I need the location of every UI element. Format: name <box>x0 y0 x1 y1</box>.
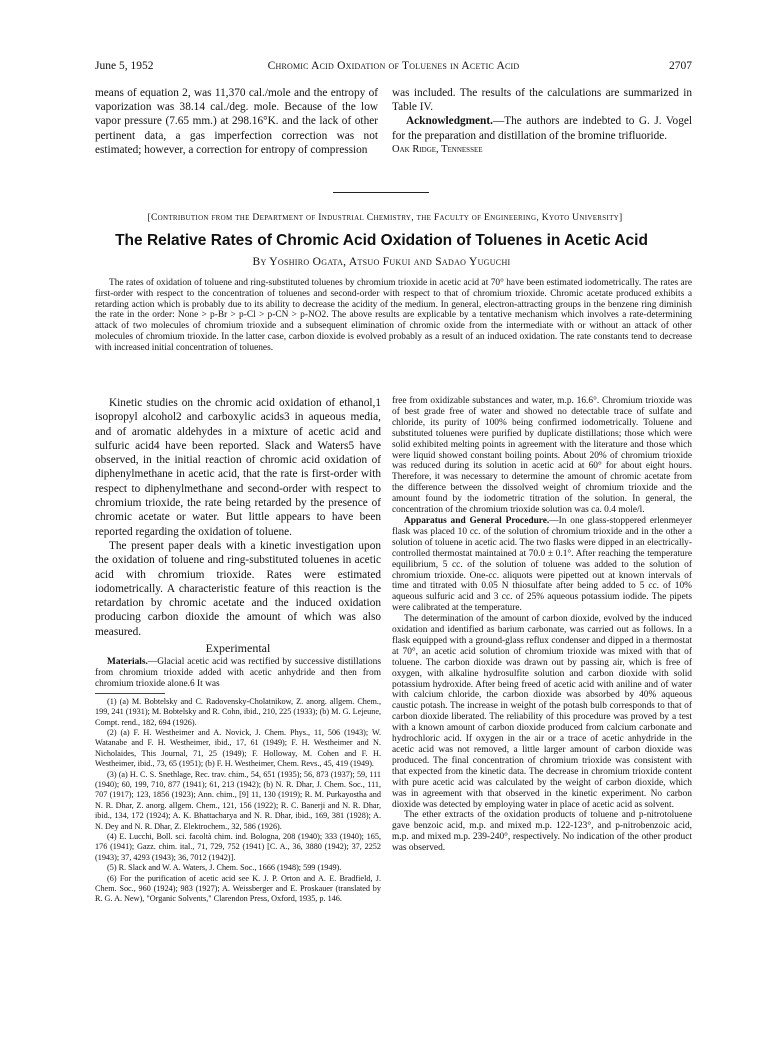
footnote-1: (1) (a) M. Bobtelsky and C. Radovensky-Cholatnikow, Z. anorg. allgem. Chem., 199, 241 (1931); M. Bobtelsky and R. Cohn, ibid., 210, 225 (1933); (b) M. G. Lejeune, Compt. rend., 182, 694 (1926). <box>95 696 381 727</box>
running-head <box>95 60 692 76</box>
article-title: The Relative Rates of Chromic Acid Oxidation of Toluenes in Acetic Acid <box>115 232 648 249</box>
materials-paragraph <box>95 657 381 690</box>
prev-article-conclusion: was included. The results of the calculations are summarized in Table IV. <box>392 87 692 114</box>
author-byline: By Yoshiro Ogata, Atsuo Fukui and Sadao Yuguchi <box>252 256 511 268</box>
running-title: Chromic Acid Oxidation of Toluenes in Acetic Acid <box>267 60 520 72</box>
acknowledgment-text: —The authors are indebted to G. J. Vogel for the preparation and distillation of the bromine trifluoride. <box>392 115 692 142</box>
prev-article-text: means of equation 2, was 11,370 cal./mole and the entropy of vaporization was 38.14 cal./deg. mole. Because of the low vapor pressure (7.65 mm.) at 298.16°K. and the lack of other pertinent data, a gas imperfection correction was not estimated; however, a correction for entropy of compression <box>95 87 378 156</box>
body-left-column <box>95 396 381 905</box>
acknowledgment-heading: Acknowledgment. <box>406 115 493 128</box>
co2-determination-paragraph: The determination of the amount of carbon dioxide, evolved by the induced oxidation and identified as barium carbonate, was carried out as follows. In a flask equipped with a ground-glass reflux condenser and dipped in a thermostat at 70°, an acetic acid solution of chromium trioxide was mixed with that of toluene. The carbon dioxide was drawn out by passing air, which is free of oxygen, with alkaline hydrosulfite solution and carbon dioxide with solid potassium hydroxide. After being freed of acetic acid with aniline and of water with calcium chloride, the carbon dioxide was absorbed by 40% aqueous caustic potash. The increase in weight of the potash bulb corresponds to that of carbon dioxide liberated. The reliability of this procedure was proved by a test with a known amount of carbon dioxide produced from calcium carbonate and hydrochloric acid. If oxygen in the air or a trace of acetic anhydride in the acetic acid was not removed, a little larger amount of carbon dioxide was produced. The final concentration of chromium trioxide was consistent with that expected from the kinetic data. The decrease in chromium trioxide content with pure acetic acid was calculated by the weight of carbon dioxide, which was in agreement with that observed in the kinetic experiment. No carbon dioxide was detected by employing water in place of acetic acid as solvent. <box>392 614 692 810</box>
footnote-3: (3) (a) H. C. S. Snethlage, Rec. trav. chim., 54, 651 (1935); 56, 873 (1937); 59, 111 (1940); 60, 199, 710, 877 (1941); 61, 213 (1942); (b) N. R. Dhar, J. Chem. Soc., 111, 707 (1917); 123, 1856 (1923); Ann. chim., [9] 11, 130 (1919); R. M. Purkayostha and N. R. Dhar, Z. anorg. allgem. Chem., 121, 156 (1922); R. C. Banerji and N. R. Dhar, ibid., 134, 172 (1924); A. K. Bhattacharya and N. R. Dhar, ibid., 169, 381 (1928); A. N. Dey and N. R. Dhar, Z. Elektrochem., 32, 586 (1926). <box>95 769 381 831</box>
footnote-rule <box>95 693 165 694</box>
footnote-6: (6) For the purification of acetic acid see K. J. P. Orton and A. E. Bradfield, J. Chem. Soc., 960 (1924); 983 (1927); A. Weissberger and E. Proskauer (translated by R. G. A. New), "Organic Solvents," Clarendon Press, Oxford, 1935, p. 146. <box>95 873 381 904</box>
article-divider <box>333 192 429 193</box>
products-paragraph: The ether extracts of the oxidation products of toluene and p-nitrotoluene gave benzoic acid, m.p. and mixed m.p. 122-123°, and p-nitrobenzoic acid, m.p. and mixed m.p. 239-240°, respectively. No indication of the other product was observed. <box>392 810 692 854</box>
contribution-line: [Contribution from the Department of Industrial Chemistry, the Faculty of Engineering, Kyoto University] <box>147 212 623 223</box>
intro-paragraph-1: Kinetic studies on the chromic acid oxidation of ethanol,1 isopropyl alcohol2 and carboxylic acids3 in aqueous media, and of aromatic aldehydes in a mixture of acetic acid and sulfuric acid4 have been reported. Slack and Waters5 have observed, in the initial reaction of chromic acid oxidation of diphenylmethane in acetic acid, that the rate is first-order with respect to diphenylmethane and second-order with respect to chromium trioxide, the rate being retarded by the presence of chromic acetate or water. But little appears to have been reported regarding the oxidation of toluene. <box>95 397 381 538</box>
footnote-5: (5) R. Slack and W. A. Waters, J. Chem. Soc., 1666 (1948); 599 (1949). <box>107 863 342 873</box>
abstract: The rates of oxidation of toluene and ring-substituted toluenes by chromium trioxide in acetic acid at 70° have been estimated iodometrically. The rates are first-order with respect to the concentration of toluenes and second-order with respect to that of chromium trioxide. Chromic acetate produced exhibits a retarding action which is probably due to its ability to decrease the acidity of the medium. In general, electron-attracting groups in the benzene ring diminish the rate in the order: None > p-Br > p-Cl > p-CN > p-NO2. The above results are explicable by a tentative mechanism which involves a rate-determining attack of two molecules of chromium trioxide and a subsequent elimination of chromic oxide from the intermediate with or without an attack of other molecules of chromium trioxide. In the latter case, carbon dioxide is evolved probably as a result of an induced oxidation. The rate constants tend to decrease with increased initial concentration of toluenes. <box>95 278 692 353</box>
top-right-column <box>392 86 692 157</box>
acknowledgment <box>392 114 692 142</box>
section-heading-experimental: Experimental <box>205 641 271 656</box>
author-location: Oak Ridge, Tennessee <box>392 143 483 155</box>
apparatus-heading: Apparatus and General Procedure. <box>404 515 550 526</box>
apparatus-text: —In one glass-stoppered erlenmeyer flask was placed 10 cc. of the solution of chromium trioxide and in the other a solution of toluene in acetic acid. The two flasks were dipped in an electrically-controlled thermostat maintained at 70.0 ± 0.1°. After reaching the temperature equilibrium, 5 cc. of the solution of toluene was added to the solution of chromium trioxide. One-cc. aliquots were pipetted out at known intervals of time and titrated with 0.05 N thiosulfate after being added to 5 cc. of 10% aqueous sulfuric acid and 3 cc. of 25% aqueous potassium iodide. The pipets were calibrated at the temperature. <box>392 515 692 614</box>
top-left-column <box>95 86 378 157</box>
intro-paragraph-2: The present paper deals with a kinetic investigation upon the oxidation of toluene and ring-substituted toluenes in acetic acid with chromium trioxide. Rates were estimated iodometrically. A characteristic feature of this reaction is the retardation by chromic acetate and the induced oxidation producing carbon dioxide the amount of which was also measured. <box>95 539 381 638</box>
body-right-column <box>392 396 692 854</box>
materials-heading: Materials. <box>107 657 148 668</box>
materials-text: —Glacial acetic acid was rectified by successive distillations from chromium trioxide added with acetic anhydride and then from chromium trioxide alone.6 It was <box>95 657 381 689</box>
materials-continued: free from oxidizable substances and water, m.p. 16.6°. Chromium trioxide was of best grade free of water and showed no detectable trace of sulfate and chloride, its purity of 100% being confirmed iodometrically. Toluene and substituted toluenes were purified by duplicate distillations; those which were solid exhibited melting points in agreement with the literature and those which were liquid showed constant boiling points. About 20% of chromium trioxide was reduced during its solution in acetic acid at 60° for about eight hours. Therefore, it was necessary to determine the amount of chromic acetate from the difference between the dissolved weight of chromium trioxide and the amount found by the iodometric titration of the solution. In general, the concentration of the chromium trioxide solution was ca. 0.4 mole/l. <box>392 396 692 516</box>
page-number: 2707 <box>669 60 692 72</box>
footnote-4: (4) E. Lucchi, Boll. sci. facoltà chim. ind. Bologna, 208 (1940); 333 (1940); 165, 176 (1941); Gazz. chim. ital., 71, 729, 752 (1941) [C. A., 36, 3880 (1942); 37, 2252 (1943); 37, 4293 (1943); 36, 7012 (1942)]. <box>95 832 381 862</box>
page-date: June 5, 1952 <box>95 60 154 72</box>
footnote-2: (2) (a) F. H. Westheimer and A. Novick, J. Chem. Phys., 11, 506 (1943); W. Watanabe and F. H. Westheimer, ibid., 17, 61 (1949); F. H. Westheimer and N. Nicholaides, This Journal, 71, 25 (1949); F. Holloway, M. Cohen and F. H. Westheimer, ibid., 73, 65 (1951); (b) F. H. Westheimer, Chem. Revs., 45, 419 (1949). <box>95 727 381 769</box>
apparatus-paragraph <box>392 516 692 614</box>
